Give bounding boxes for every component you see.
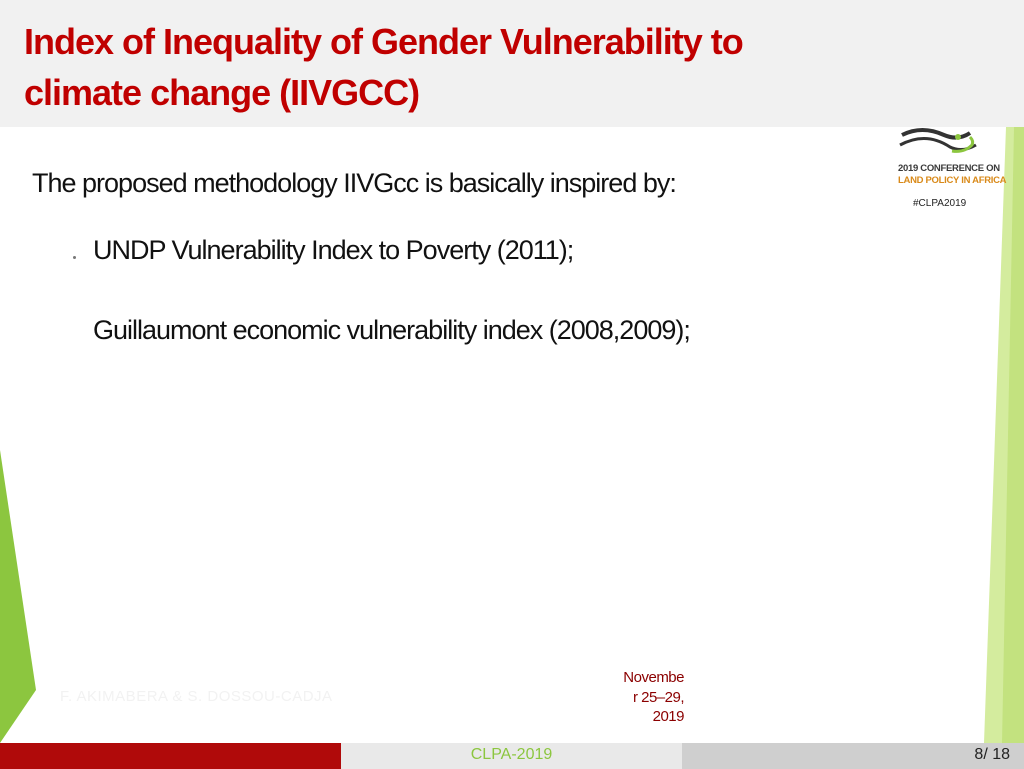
slide-title-line1: Index of Inequality of Gender Vulnerability to (24, 21, 743, 62)
footer-bar (0, 743, 1024, 769)
intro-text: The proposed methodology IIVGcc is basically inspired by: (32, 168, 676, 198)
footer-date (604, 668, 684, 727)
slide-title-line2: climate change (IIVGCC) (24, 72, 420, 113)
slide-header (0, 0, 1024, 127)
bullet-item-guillaumont: Guillaumont economic vulnerability index (2008,2009); (93, 315, 690, 345)
slide-title (24, 16, 743, 118)
logo-hashtag: #CLPA2019 (913, 198, 967, 209)
bullet-item-undp: UNDP Vulnerability Index to Poverty (2011); (93, 235, 574, 265)
footer-date-line1: Novembe (623, 669, 684, 686)
right-green-decoration (984, 127, 1024, 743)
bullet-dot-icon (73, 256, 76, 259)
page-total: 18 (992, 746, 1010, 763)
footer-segment-red (0, 743, 341, 769)
footer-authors: F. AKIMABERA & S. DOSSOU-CADJA (60, 688, 333, 705)
page-current: 8 (974, 746, 984, 763)
footer-date-line2: r 25–29, (632, 688, 684, 706)
footer-segment-gray (682, 743, 1024, 769)
left-green-decoration (0, 450, 36, 743)
footer-conference: CLPA-2019 (470, 746, 553, 763)
logo-text-conference: 2019 CONFERENCE ON (898, 163, 1000, 174)
logo-text-land-policy: LAND POLICY IN AFRICA (898, 175, 1007, 186)
footer-page-number: 8/ 18 (974, 746, 1010, 763)
footer-date-line3: 2019 (652, 708, 684, 725)
